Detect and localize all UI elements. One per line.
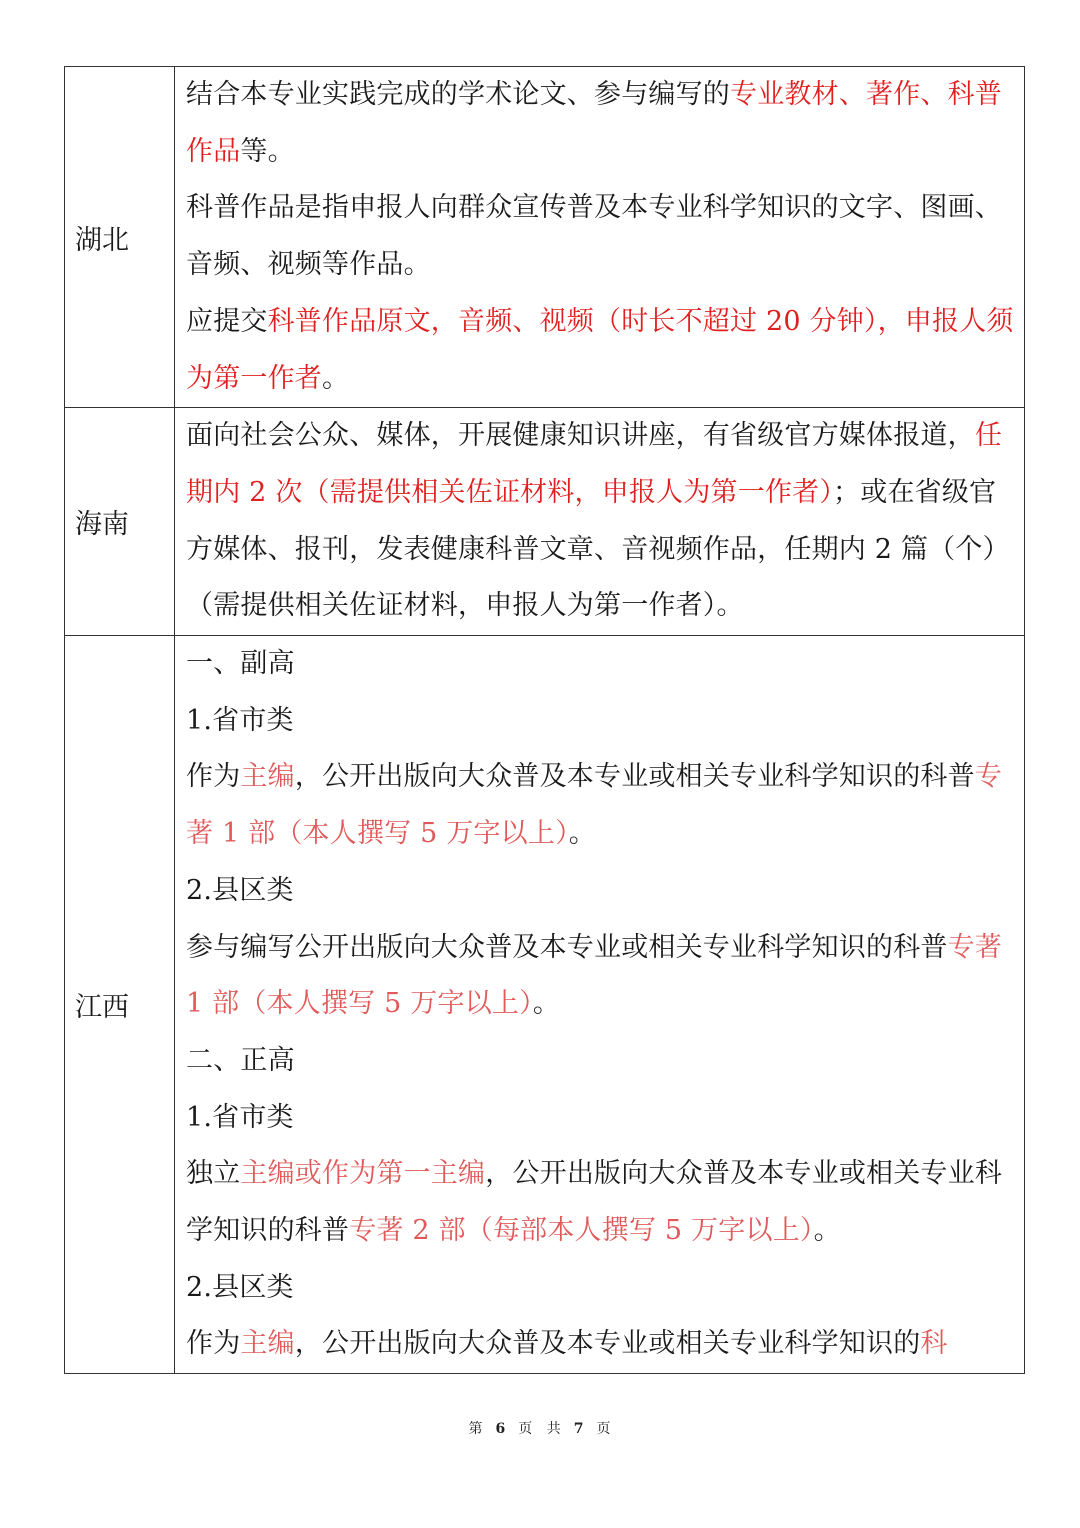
body-text: 。 [813,1215,841,1247]
body-text: ，公开出版向大众普及本专业或相关专业科学知识的 [294,1328,921,1360]
requirement-paragraph [186,1033,1014,1090]
body-text: 2.县区类 [186,1271,294,1303]
requirement-cell [175,408,1025,636]
requirement-text [186,636,1014,1373]
body-text: 面向社会公众、媒体，开展健康知识讲座，有省级官方媒体报道， [186,420,975,452]
emphasis-text: 专著 1 部（本人撰写 5 万字以上） [186,931,1003,1020]
policy-table [64,66,1025,1374]
emphasis-text: 科 [920,1328,948,1360]
requirement-paragraph [186,920,1014,1033]
body-text: 应提交 [186,305,268,337]
page-word: 页 [518,1421,534,1437]
region-label: 海南 [75,509,129,541]
requirement-cell [175,636,1025,1374]
body-text: ，公开出版向大众普及本专业或相关专业科学知识的科普 [186,1158,1003,1247]
body-text: 2.县区类 [186,874,294,906]
region-cell [65,408,175,636]
body-text: 作为 [186,761,241,793]
region-cell [65,636,175,1374]
total-prefix: 共 [546,1421,562,1437]
body-text: 。 [568,818,596,850]
requirement-text [186,67,1014,407]
body-text: 。 [322,362,350,394]
body-text: 。 [532,988,561,1020]
table-row [65,636,1025,1374]
requirement-text [186,408,1014,635]
requirement-paragraph [186,693,1014,750]
body-text: 二、正高 [186,1044,295,1076]
body-text: ，公开出版向大众普及本专业或相关专业科学知识的科普 [294,761,975,793]
body-text: 参与编写公开出版向大众普及本专业或相关专业科学知识的科普 [186,931,948,963]
requirement-paragraph [186,1316,1014,1373]
emphasis-text: 专业教材、著作、科普作品 [186,79,1002,167]
page-prefix: 第 [468,1421,484,1437]
table-row [65,408,1025,636]
table-row [65,67,1025,408]
requirement-paragraph [186,1260,1014,1317]
total-word: 页 [596,1421,612,1437]
requirement-paragraph [186,294,1014,407]
requirement-paragraph [186,749,1014,862]
body-text: ；或在省级官方媒体、报刊，发表健康科普文章、音视频作品，任期内 2 篇（个）（需提供相关佐证材料，申报人为第一作者）。 [186,476,1010,622]
body-text: 1.省市类 [186,1101,294,1133]
page-footer [0,1418,1080,1438]
body-text: 1.省市类 [186,704,294,736]
requirement-paragraph [186,408,1014,635]
region-label: 湖北 [75,224,129,256]
requirement-paragraph [186,67,1014,180]
emphasis-text: 任期内 2 次（需提供相关佐证材料，申报人为第一作者） [186,420,1003,508]
total-pages: 7 [573,1421,585,1437]
body-text: 结合本专业实践完成的学术论文、参与编写的 [186,79,730,110]
region-cell [65,67,175,408]
requirement-paragraph [186,1090,1014,1147]
requirement-paragraph [186,1146,1014,1259]
emphasis-text: 主编或作为第一主编 [240,1158,486,1190]
body-text: 科普作品是指申报人向群众宣传普及本专业科学知识的文字、图画、音频、视频等作品。 [186,192,1002,281]
emphasis-text: 主编 [240,1328,295,1360]
region-label: 江西 [75,992,129,1024]
requirement-cell [175,67,1025,408]
requirement-paragraph [186,863,1014,920]
emphasis-text: 主编 [240,761,295,793]
page-number: 6 [495,1421,507,1437]
body-text: 一、副高 [186,648,295,680]
emphasis-text: 专著 1 部（本人撰写 5 万字以上） [186,761,1003,850]
requirement-paragraph [186,180,1014,293]
emphasis-text: 科普作品原文，音频、视频（时长不超过 20 分钟），申报人须为第一作者 [186,305,1014,394]
body-text: 独立 [186,1158,241,1190]
emphasis-text: 专著 2 部（每部本人撰写 5 万字以上） [349,1215,814,1247]
body-text: 等。 [240,135,295,167]
body-text: 作为 [186,1328,241,1360]
requirement-paragraph [186,636,1014,693]
